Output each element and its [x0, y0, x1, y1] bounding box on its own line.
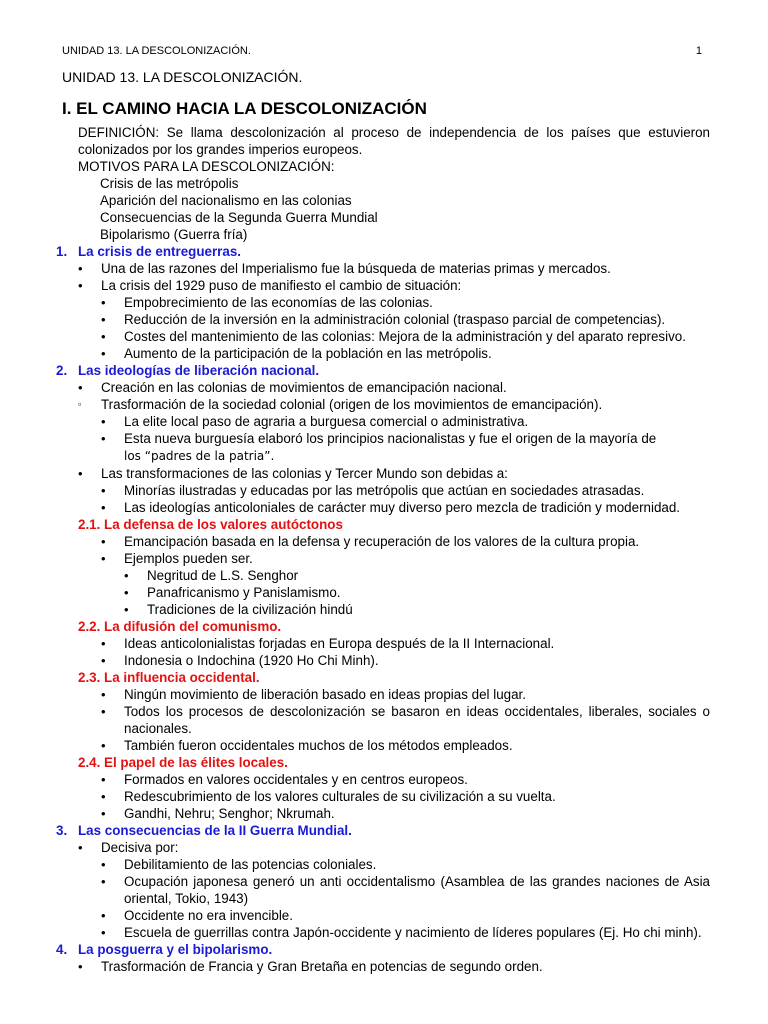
sub-list-item: • Panafricanismo y Panislamismo. — [124, 585, 341, 600]
sub-list-item: • Occidente no era invencible. — [101, 908, 293, 923]
list-item: • Creación en las colonias de movimientos de emancipación nacional. — [78, 380, 507, 395]
page-number: 1 — [695, 45, 702, 57]
motive-item: Bipolarismo (Guerra fría) — [100, 227, 248, 242]
sub-list-item: • Las ideologías anticoloniales de carácter muy diverso pero mezcla de tradición y modernidad. — [101, 500, 681, 515]
page-header — [62, 44, 702, 58]
sub-list-item: • Costes del mantenimiento de las colonias: Mejora de la administración y del aparato represivo. — [101, 329, 686, 344]
heading-number: 1. — [56, 244, 68, 259]
list-item: • Formados en valores occidentales y en centros europeos. — [101, 772, 468, 787]
sub-list-item: • La elite local paso de agraria a burguesa comercial o administrativa. — [101, 414, 529, 429]
bullet-icon: • — [78, 466, 83, 481]
document-body — [0, 124, 768, 975]
list-item: • Gandhi, Nehru; Senghor; Nkrumah. — [101, 806, 335, 821]
sub-list-item: • Tradiciones de la civilización hindú — [124, 602, 353, 617]
list-item: • Redescubrimiento de los valores culturales de su civilización a su vuelta. — [101, 789, 556, 804]
heading-number: 3. — [56, 823, 68, 838]
heading-text: La posguerra y el bipolarismo. — [78, 942, 273, 957]
list-item: • También fueron occidentales muchos de los métodos empleados. — [101, 738, 513, 753]
sub-list-item: • Aumento de la participación de la población en las metrópolis. — [101, 346, 492, 361]
bullet-icon: • — [101, 772, 106, 787]
list-item: • Decisiva por: — [78, 840, 179, 855]
list-item: • Todos los procesos de descolonización se basaron en ideas occidentales, liberales, sociales o nacionales. — [101, 704, 710, 736]
motive-item: Crisis de las metrópolis — [100, 176, 239, 191]
list-item: • Indonesia o Indochina (1920 Ho Chi Minh). — [101, 653, 379, 668]
subheading-2-4 — [0, 754, 768, 771]
document-title: UNIDAD 13. LA DESCOLONIZACIÓN. — [62, 69, 303, 85]
bullet-icon: • — [101, 908, 106, 923]
heading-text: La crisis de entreguerras. — [78, 244, 241, 259]
list-item: • Las transformaciones de las colonias y Tercer Mundo son debidas a: — [78, 466, 508, 481]
square-bullet-icon: ▫ — [78, 399, 82, 409]
bullet-icon: • — [101, 483, 106, 498]
section-title: I. EL CAMINO HACIA LA DESCOLONIZACIÓN — [62, 99, 427, 118]
list-item: • Ideas anticolonialistas forjadas en Europa después de la II Internacional. — [101, 636, 555, 651]
heading-text: 2.1. La defensa de los valores autóctonos — [78, 517, 343, 532]
subheading-2-1 — [0, 516, 768, 533]
bullet-icon: • — [101, 414, 106, 429]
list-item: • Emancipación basada en la defensa y recuperación de los valores de la cultura propia. — [101, 534, 640, 549]
bullet-icon: • — [101, 295, 106, 310]
bullet-icon: • — [101, 329, 106, 344]
heading-text: 2.3. La influencia occidental. — [78, 670, 260, 685]
bullet-icon: • — [101, 738, 106, 753]
bullet-icon: • — [101, 704, 106, 719]
motive-item: Consecuencias de la Segunda Guerra Mundial — [100, 210, 378, 225]
bullet-icon: • — [124, 602, 129, 617]
bullet-icon: • — [101, 431, 106, 446]
bullet-icon: • — [78, 261, 83, 276]
sub-list-item: • Escuela de guerrillas contra Japón-occidente y nacimiento de líderes populares (Ej. Ho chi minh). — [101, 925, 702, 940]
heading-text: 2.2. La difusión del comunismo. — [78, 619, 282, 634]
bullet-icon: • — [124, 585, 129, 600]
sub-list-item: • Ocupación japonesa generó un anti occidentalismo (Asamblea de las grandes naciones de Asia oriental, Tokio, 1943) — [101, 874, 710, 906]
bullet-icon: • — [101, 857, 106, 872]
sub-list-item: • Minorías ilustradas y educadas por las metrópolis que actúan en sociedades atrasadas. — [101, 483, 645, 498]
bullet-icon: • — [101, 789, 106, 804]
bullet-icon: • — [78, 840, 83, 855]
bullet-icon: • — [101, 534, 106, 549]
subheading-2-3 — [0, 669, 768, 686]
sub-list-item: • Reducción de la inversión en la administración colonial (traspaso parcial de competencias). — [101, 312, 666, 327]
bullet-icon: • — [101, 925, 106, 940]
subheading-2-2 — [0, 618, 768, 635]
heading-2 — [0, 362, 768, 379]
sub-list-item: • Debilitamiento de las potencias coloniales. — [101, 857, 377, 872]
bullet-icon: • — [101, 636, 106, 651]
list-item: • Una de las razones del Imperialismo fue la búsqueda de materias primas y mercados. — [78, 261, 611, 276]
list-item: • Trasformación de Francia y Gran Bretaña en potencias de segundo orden. — [78, 959, 543, 974]
bullet-icon: • — [101, 687, 106, 702]
motives-heading: MOTIVOS PARA LA DESCOLONIZACIÓN: — [78, 159, 335, 174]
bullet-icon: • — [124, 568, 129, 583]
heading-text: Las ideologías de liberación nacional. — [78, 363, 320, 378]
bullet-icon: • — [78, 278, 83, 293]
bullet-icon: • — [101, 653, 106, 668]
definition-paragraph: DEFINICIÓN: Se llama descolonización al proceso de independencia de los países que estuvieron colonizados por los grandes imperios europeos. — [78, 125, 710, 157]
bullet-icon: • — [101, 551, 106, 566]
motive-item: Aparición del nacionalismo en las colonias — [100, 193, 352, 208]
heading-text: Las consecuencias de la II Guerra Mundial. — [78, 823, 352, 838]
list-item: • La crisis del 1929 puso de manifiesto el cambio de situación: — [78, 278, 462, 293]
list-item: ▫ Trasformación de la sociedad colonial (origen de los movimientos de emancipación). — [78, 397, 603, 412]
list-item: • Ningún movimiento de liberación basado en ideas propias del lugar. — [101, 687, 526, 702]
bullet-icon: • — [101, 312, 106, 327]
sub-list-item: • Negritud de L.S. Senghor — [124, 568, 299, 583]
bullet-icon: • — [101, 806, 106, 821]
bullet-icon: • — [101, 500, 106, 515]
sub-list-item: • Esta nueva burguesía elaboró los principios nacionalistas y fue el origen de la mayoría de los “padres de la patria”. — [101, 431, 657, 463]
sub-list-item: • Empobrecimiento de las economías de las colonias. — [101, 295, 433, 310]
bullet-icon: • — [78, 380, 83, 395]
running-title: UNIDAD 13. LA DESCOLONIZACIÓN. — [62, 45, 251, 57]
heading-1 — [0, 243, 768, 260]
heading-text: 2.4. El papel de las élites locales. — [78, 755, 288, 770]
bullet-icon: • — [101, 874, 106, 889]
heading-number: 2. — [56, 363, 68, 378]
list-item: • Ejemplos pueden ser. — [101, 551, 253, 566]
heading-4 — [0, 941, 768, 958]
bullet-icon: • — [78, 959, 83, 974]
heading-3 — [0, 822, 768, 839]
heading-number: 4. — [56, 942, 68, 957]
bullet-icon: • — [101, 346, 106, 361]
